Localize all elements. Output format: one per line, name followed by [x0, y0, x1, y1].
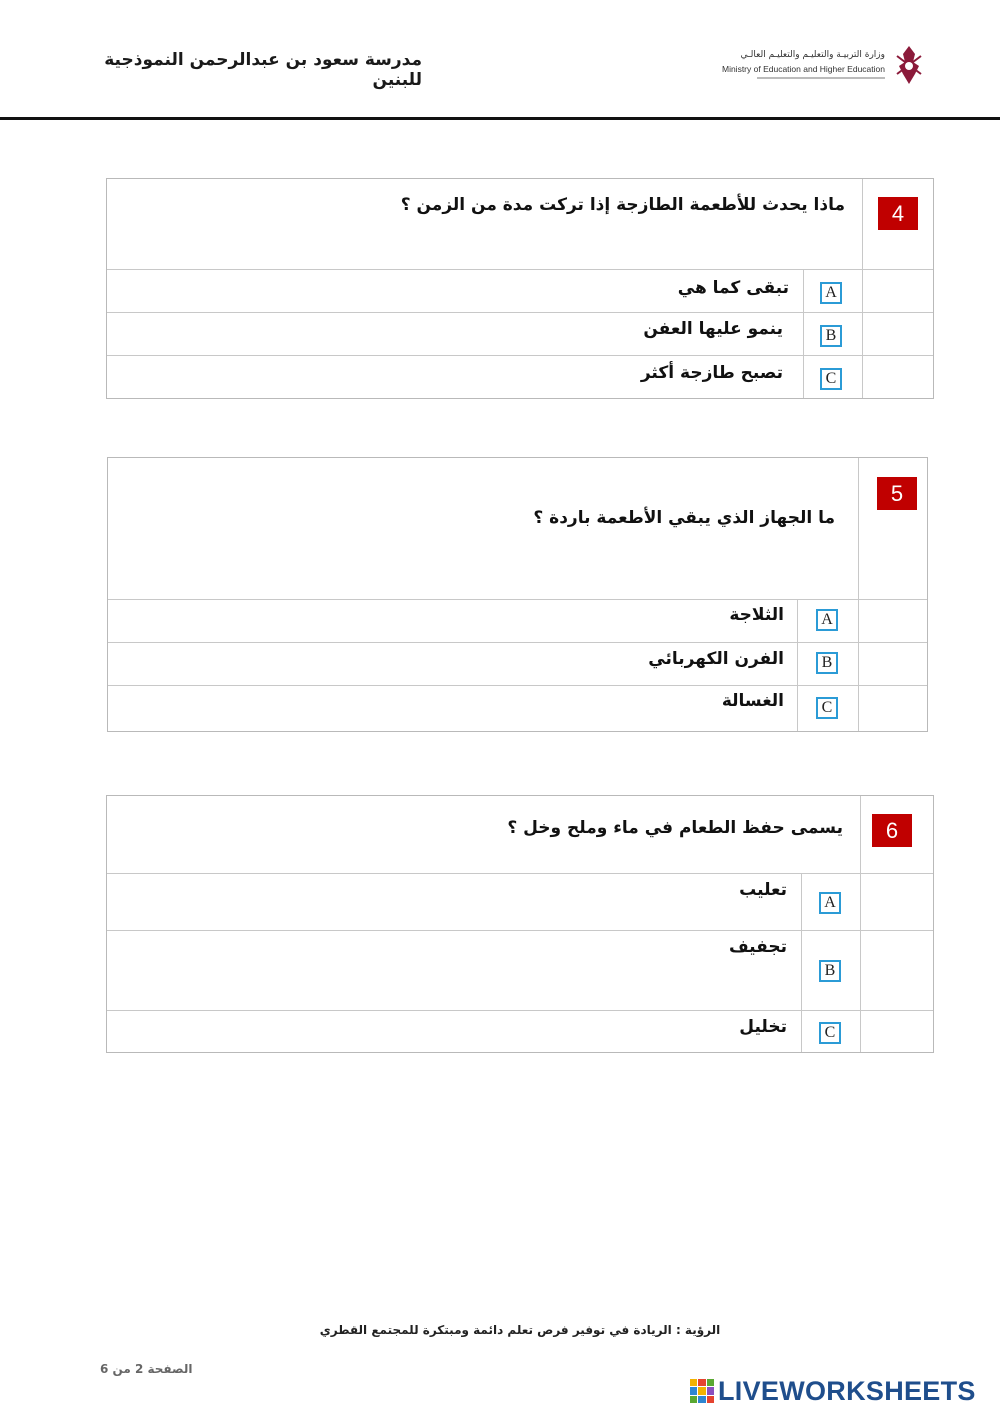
ministry-name-ar: وزارة التربيـة والتعليـم والتعليـم العالـي	[740, 50, 885, 60]
ministry-emblem-icon	[891, 44, 927, 86]
question-text: ما الجهاز الذي يبقي الأطعمة باردة ؟	[533, 508, 835, 528]
option-b-text: تجفيف	[728, 937, 787, 957]
option-c-box[interactable]: C	[819, 1022, 841, 1044]
option-a-text: الثلاجة	[729, 605, 784, 625]
option-a-box[interactable]: A	[816, 609, 838, 631]
logo-tile	[690, 1396, 697, 1403]
option-a-text: تعليب	[739, 880, 787, 900]
logo-tile	[698, 1387, 705, 1394]
page-number: الصفحة 2 من 6	[100, 1362, 193, 1376]
option-b-box[interactable]: B	[819, 960, 841, 982]
option-c-text: تصبح طازجة أكثر	[640, 363, 783, 383]
ministry-logo	[712, 44, 927, 90]
option-b-text: ينمو عليها العفن	[643, 319, 783, 339]
logo-tile	[698, 1379, 705, 1386]
option-c-text: تخليل	[739, 1017, 787, 1037]
option-a-text: تبقى كما هي	[677, 278, 789, 298]
brand-text: LIVEWORKSHEETS	[718, 1375, 976, 1406]
liveworksheets-brand	[690, 1374, 990, 1408]
option-b-box[interactable]: B	[820, 325, 842, 347]
option-b-box[interactable]: B	[816, 652, 838, 674]
question-table	[107, 457, 928, 732]
option-a-box[interactable]: A	[819, 892, 841, 914]
question-number: 4	[878, 197, 918, 230]
question-number: 6	[872, 814, 912, 847]
question-text: ماذا يحدث للأطعمة الطازجة إذا تركت مدة من الزمن ؟	[400, 195, 845, 215]
option-a-box[interactable]: A	[820, 282, 842, 304]
header-divider	[0, 117, 1000, 120]
option-b-text: الفرن الكهربائي	[648, 649, 784, 669]
liveworksheets-logo-icon	[690, 1379, 714, 1403]
question-text: يسمى حفظ الطعام في ماء وملح وخل ؟	[507, 818, 843, 838]
option-c-box[interactable]: C	[820, 368, 842, 390]
question-table	[106, 178, 934, 399]
option-c-box[interactable]: C	[816, 697, 838, 719]
logo-tile	[707, 1379, 714, 1386]
logo-underline	[757, 77, 885, 79]
vision-statement: الرؤية : الريادة في توفير فرص تعلم دائمة ومبتكرة للمجتمع القطري	[319, 1323, 721, 1337]
school-name: مدرسة سعود بن عبدالرحمن النموذجية للبنين	[104, 50, 422, 90]
ministry-name-en: Ministry of Education and Higher Education	[721, 64, 885, 74]
logo-tile	[707, 1387, 714, 1394]
logo-tile	[690, 1387, 697, 1394]
question-table	[106, 795, 934, 1053]
logo-tile	[707, 1396, 714, 1403]
logo-tile	[698, 1396, 705, 1403]
option-c-text: الغسالة	[721, 691, 784, 711]
logo-tile	[690, 1379, 697, 1386]
question-number: 5	[877, 477, 917, 510]
